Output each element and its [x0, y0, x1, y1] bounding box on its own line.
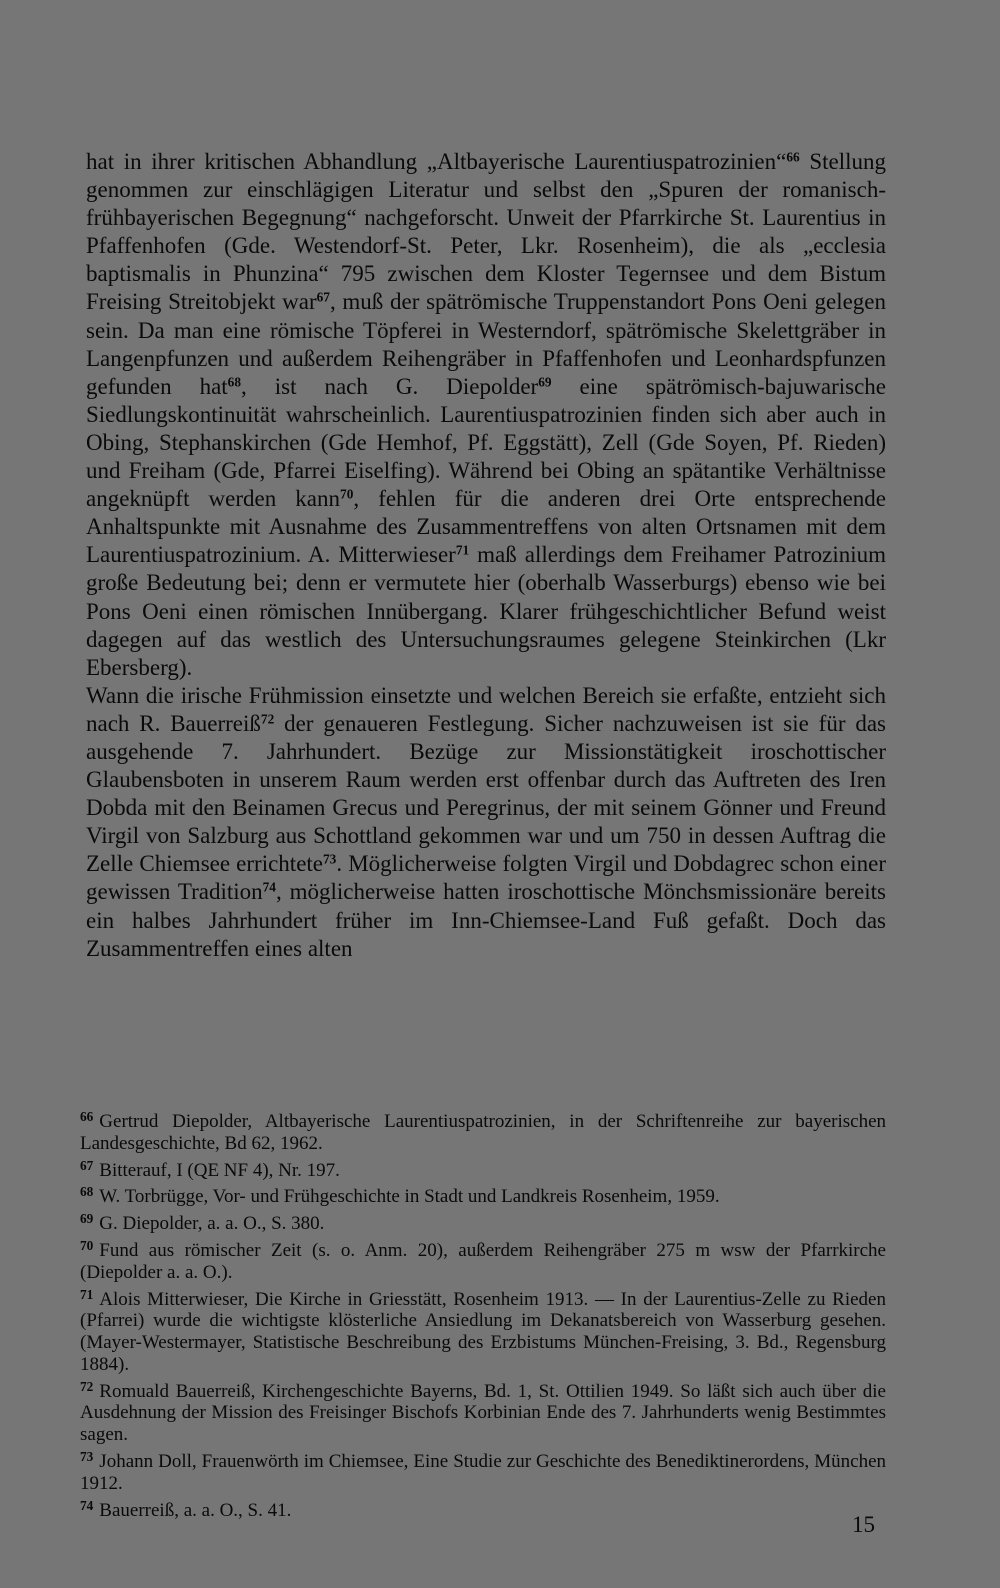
footnote-number: 72 — [80, 1378, 94, 1394]
footnote-number: 66 — [80, 1109, 94, 1124]
paragraph-2 — [86, 682, 886, 963]
footnote — [80, 1284, 886, 1376]
footnote — [80, 1106, 886, 1155]
footnote — [80, 1376, 886, 1446]
text-run: hat in ihrer kritischen Abhandlung „Altbayerische Laurentiuspatrozinien“ — [86, 149, 787, 174]
main-text — [86, 148, 886, 963]
footnote-text: Bauerreiß, a. a. O., S. 41. — [99, 1499, 292, 1521]
text-run: , fehlen für die anderen drei Orte entsprechende Anhaltspunkte mit Ausnahme des Zusammentreffens von alten Ortsnamen mit dem Laurentiuspatrozinium. A. Mitterwieser — [86, 486, 886, 568]
text-run: eine spätrömisch-bajuwarische Siedlungskontinuität wahrscheinlich. Laurentiuspatrozinien finden sich aber auch in Obing, Stephanskirchen (Gde Hemhof, Pf. Eggstätt), Zell (Gde Soyen, Pf. Rieden) und Freiham (Gde, Pfarrei Eiselfing). Während bei Obing an spätantike Verhältnisse angeknüpft werden kann — [86, 373, 886, 512]
footnote-number: 67 — [80, 1157, 94, 1173]
footnote-text: Romuald Bauerreiß, Kirchengeschichte Bayerns, Bd. 1, St. Ottilien 1949. So läßt sich auch über die Ausdehnung der Mission des Freisinger Bischofs Korbinian Ende des 7. Jahrhunderts wenig Bestimmtes sagen. — [80, 1380, 886, 1446]
text-run: , ist nach G. Diepolder — [241, 373, 539, 399]
paragraph-1 — [86, 148, 886, 682]
footnote-number: 70 — [80, 1237, 94, 1253]
footnote — [80, 1155, 886, 1182]
text-run: Wann die irische Frühmission einsetzte und welchen Bereich sie erfaßte, entzieht sich nach R. Bauerreiß — [86, 682, 886, 736]
footnote-ref: 67 — [316, 290, 330, 306]
footnote-ref: 72 — [260, 711, 275, 727]
text-run: der genaueren Festlegung. Sicher nachzuweisen ist sie für das ausgehende 7. Jahrhundert. Bezüge zur Missionstätigkeit iroschottischer Glaubensboten in unserem Raum werden erst offenbar durch das Auftreten des Iren Dobda mit den Beinamen Grecus und Peregrinus, der mit seinem Gönner und Freund Virgil von Salzburg aus Schottland gekommen war und um 750 in dessen Auftrag die Zelle Chiemsee errichtete — [86, 710, 887, 877]
footnote-text: G. Diepolder, a. a. O., S. 380. — [99, 1213, 325, 1235]
text-run: , muß der spätrömische Truppenstandort Pons Oeni gelegen sein. Da man eine römische Töpferei in Westerndorf, spätrömische Skelettgräber in Langenpfunzen und außerdem Reihengräber in Pfaffenhofen und Leonhardspfunzen gefunden hat — [86, 289, 887, 399]
text-run: . Möglicherweise folgten Virgil und Dobdagrec schon einer gewissen Tradition — [86, 851, 886, 905]
footnote-ref: 73 — [323, 852, 337, 868]
footnote — [80, 1208, 886, 1235]
footnote-ref: 74 — [262, 880, 276, 896]
text-run: , möglicherweise hatten iroschottische Mönchsmissionäre bereits ein halbes Jahrhundert früher im Inn-Chiemsee-Land Fuß gefaßt. Doch das Zusammentreffen eines alten — [86, 879, 887, 961]
footnote-number: 74 — [80, 1497, 94, 1513]
footnote — [80, 1181, 886, 1208]
footnote-number: 73 — [80, 1449, 94, 1465]
page-number: 15 — [852, 1512, 875, 1537]
footnotes — [80, 1106, 886, 1521]
footnote-number: 68 — [80, 1184, 94, 1200]
footnote-text: Fund aus römischer Zeit (s. o. Anm. 20), außerdem Reihengräber 275 m wsw der Pfarrkirche (Diepolder a. a. O.). — [80, 1239, 886, 1283]
text-run: maß allerdings dem Freihamer Patrozinium große Bedeutung bei; denn er vermutete hier (oberhalb Wasserburgs) ebenso wie bei Pons Oeni einen römischen Innübergang. Klarer frühgeschichtlicher Befund weist dagegen auf das westlich des Untersuchungsraumes gelegene Steinkirchen (Lkr Ebersberg). — [86, 542, 886, 680]
footnote-ref: 69 — [538, 374, 552, 390]
footnote-text: Johann Doll, Frauenwörth im Chiemsee, Eine Studie zur Geschichte des Benediktinerordens, München 1912. — [80, 1451, 886, 1494]
footnote — [80, 1495, 886, 1522]
footnote-number: 71 — [80, 1286, 94, 1302]
footnote-ref: 66 — [786, 149, 800, 165]
footnote-text: Alois Mitterwieser, Die Kirche in Griesstätt, Rosenheim 1913. — In der Laurentius-Zelle zu Rieden (Pfarrei) wurde die wichtigste klösterliche Ansiedlung im Dekanatsbereich von Wasserburg gesehen. (Mayer-Westermayer, Statistische Beschreibung des Erzbistums München-Freising, 3. Bd., Regensburg 1884). — [80, 1288, 886, 1375]
footnote-ref: 70 — [340, 486, 354, 502]
text-run: Stellung genommen zur einschlägigen Literatur und selbst den „Spuren der romanisch-frühbayerischen Begegnung“ nachgeforscht. Unweit der Pfarrkirche St. Laurentius in Pfaffenhofen (Gde. Westendorf-St. Peter, Lkr. Rosenheim), die als „ecclesia baptismalis in Phunzina“ 795 zwischen dem Kloster Tegernsee und dem Bistum Freising Streitobjekt war — [86, 149, 887, 315]
footnote-number: 69 — [80, 1211, 94, 1227]
footnote-text: W. Torbrügge, Vor- und Frühgeschichte in Stadt und Landkreis Rosenheim, 1959. — [99, 1186, 720, 1208]
footnote-text: Gertrud Diepolder, Altbayerische Laurentiuspatrozinien, in der Schriftenreihe zur bayerischen Landesgeschichte, Bd 62, 1962. — [80, 1110, 886, 1154]
footnote-ref: 71 — [455, 542, 470, 558]
footnote-text: Bitterauf, I (QE NF 4), Nr. 197. — [99, 1159, 340, 1181]
footnote — [80, 1446, 886, 1495]
footnote — [80, 1235, 886, 1284]
footnote-ref: 68 — [227, 374, 241, 390]
